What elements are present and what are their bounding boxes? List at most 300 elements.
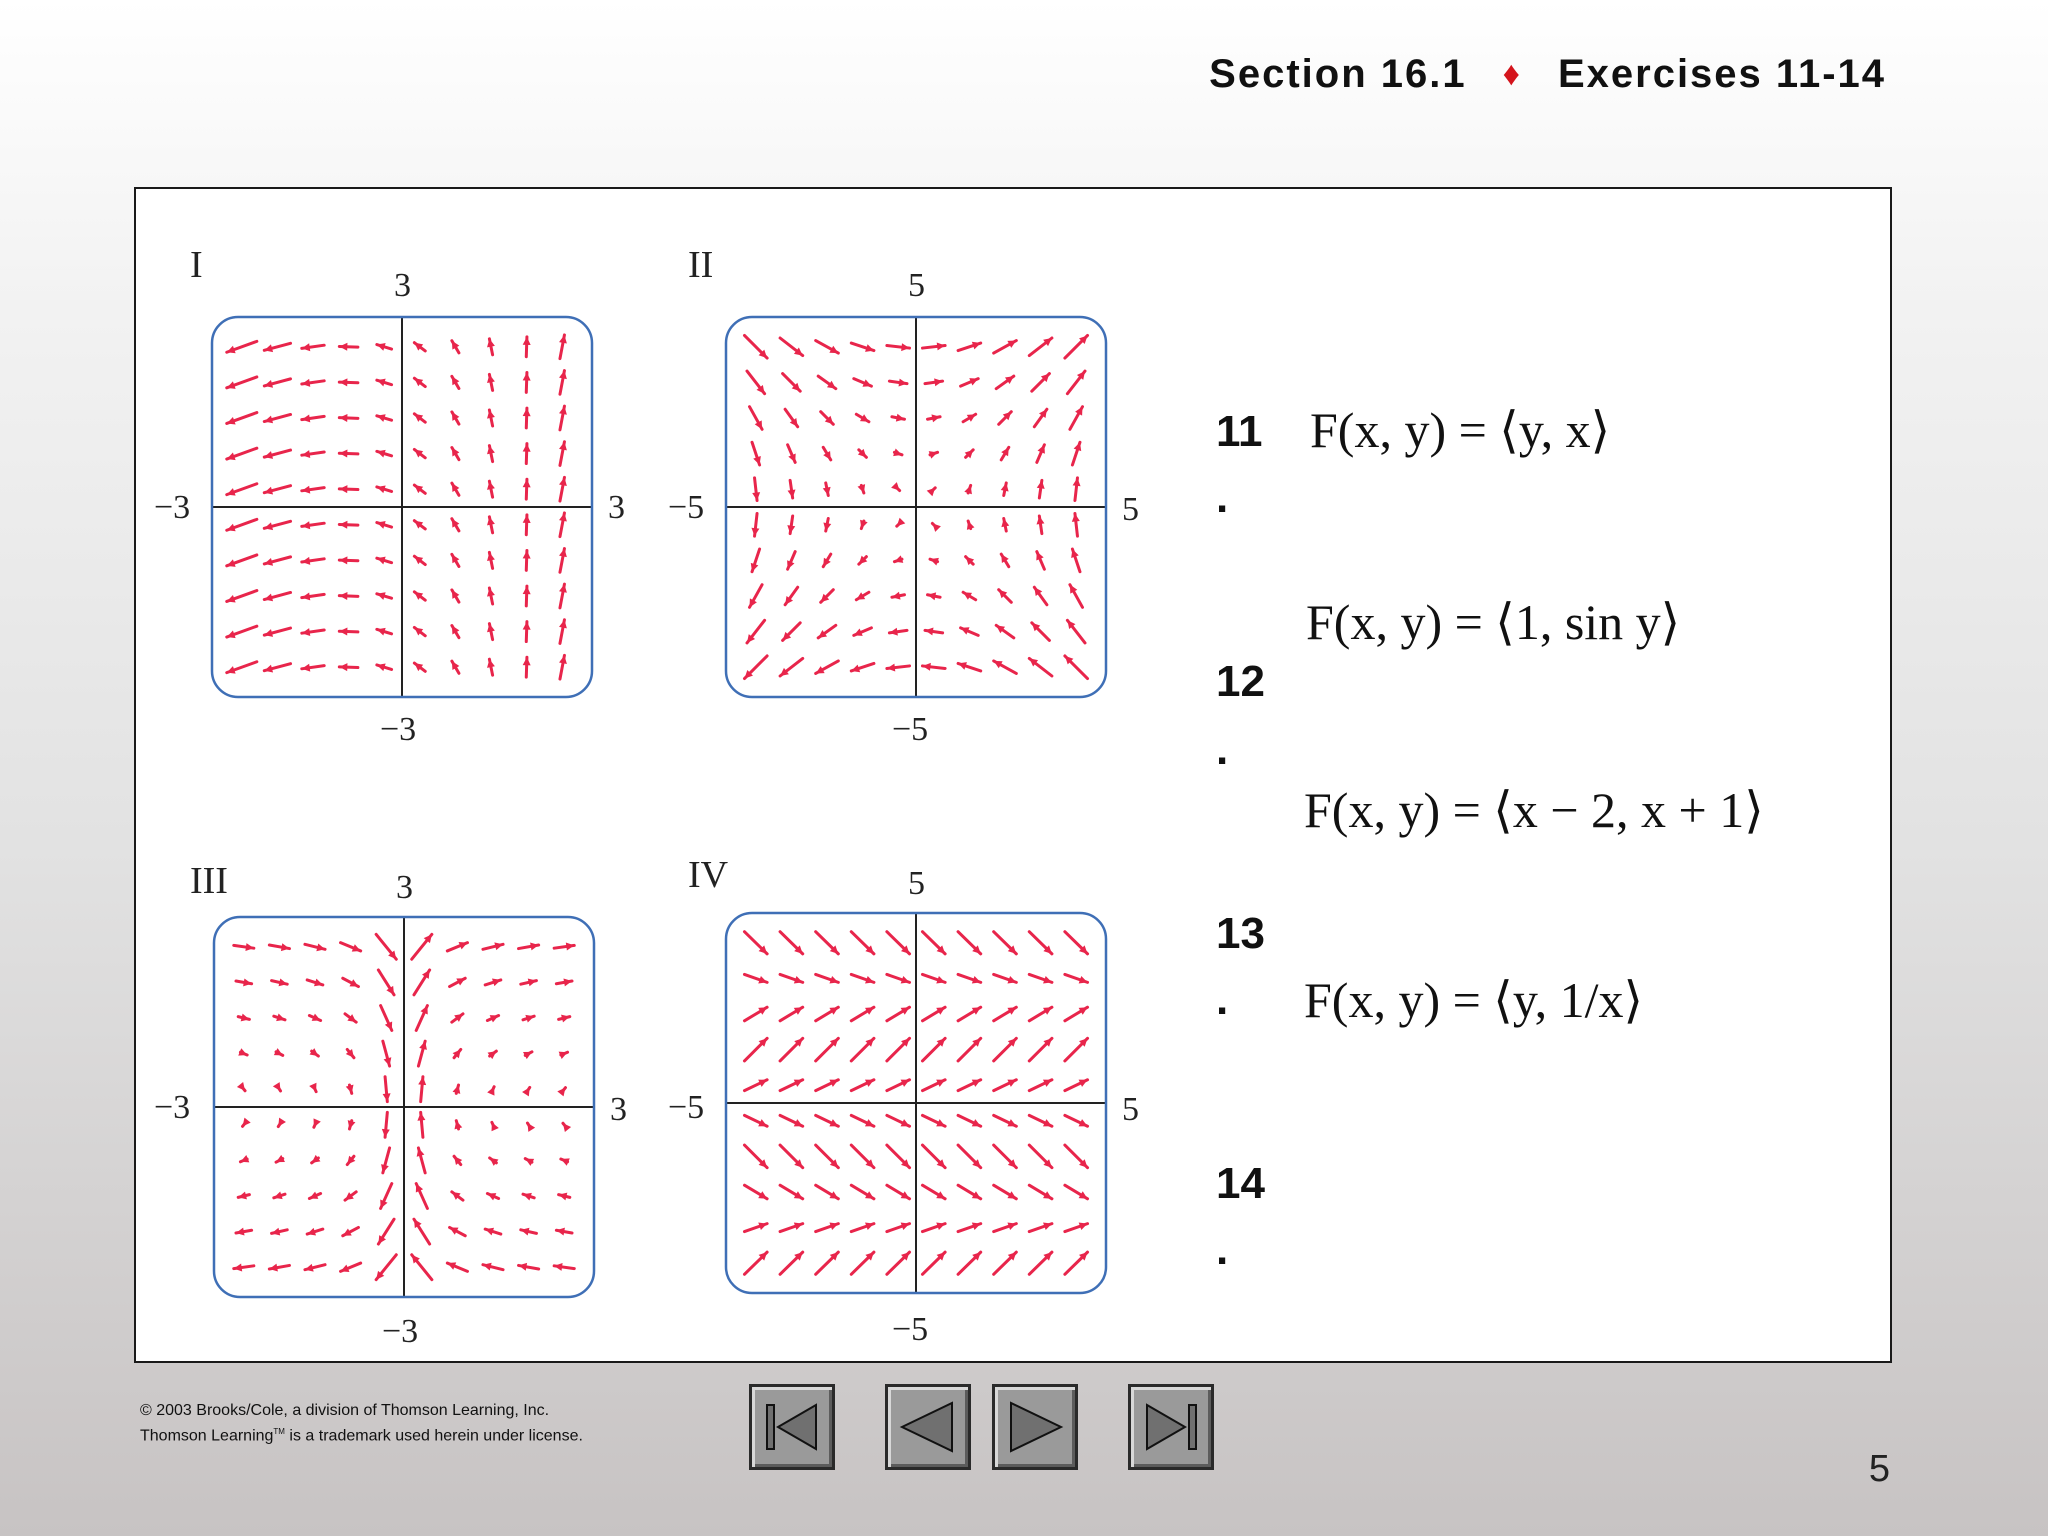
field-arrow (377, 485, 392, 493)
field-arrow (519, 942, 539, 950)
field-arrow (339, 556, 358, 564)
field-arrow (378, 1219, 394, 1244)
field-arrow (994, 341, 1017, 354)
field-arrow (994, 974, 1017, 983)
field-arrow (744, 974, 767, 983)
field-arrow (1001, 447, 1009, 460)
field-arrow (744, 1115, 767, 1126)
field-arrow (958, 1115, 981, 1126)
field-arrow (930, 558, 939, 566)
field-arrow (893, 449, 902, 457)
field-arrow (958, 932, 981, 954)
field-arrow (858, 449, 866, 457)
field-arrow (1065, 974, 1088, 983)
field-arrow (274, 1014, 285, 1022)
skip-to-last-icon (1131, 1387, 1211, 1467)
field-arrow (780, 1185, 803, 1199)
field-arrow (1037, 445, 1045, 463)
field-arrow (264, 414, 290, 423)
vector-field-svg-iv (724, 911, 1108, 1295)
field-arrow (339, 343, 358, 351)
next-slide-button[interactable] (992, 1384, 1078, 1470)
exercise-11-formula: F(x, y) = ⟨y, x⟩ (1310, 402, 1611, 458)
plot-ii-right-tick: 5 (1122, 491, 1139, 528)
field-arrow (487, 552, 495, 568)
vector-field-svg-i (210, 315, 594, 699)
field-arrow (821, 412, 834, 425)
exercise-14-number: 14 (1216, 1159, 1265, 1208)
field-arrow (305, 1264, 325, 1272)
field-arrow (302, 521, 324, 529)
field-arrow (897, 518, 905, 526)
plot-label-iii: III (190, 860, 228, 902)
field-arrow (887, 1007, 910, 1021)
field-arrow (557, 1088, 565, 1097)
field-arrow (928, 414, 941, 422)
field-arrow (889, 628, 907, 636)
field-arrow (785, 409, 798, 427)
field-arrow (887, 343, 910, 351)
field-arrow (816, 1185, 839, 1199)
field-arrow (744, 1145, 767, 1168)
field-arrow (302, 450, 324, 458)
field-arrow (958, 342, 981, 351)
field-arrow (339, 414, 358, 422)
field-arrow (1029, 974, 1052, 983)
field-arrow (523, 337, 531, 357)
copyright-trademark-name: Thomson Learning (140, 1427, 274, 1445)
field-arrow (851, 1252, 874, 1274)
field-arrow (994, 932, 1017, 954)
field-arrow (521, 978, 537, 986)
field-arrow (854, 628, 872, 636)
field-arrow (487, 517, 495, 533)
field-arrow (744, 1007, 767, 1021)
field-arrow (780, 1007, 803, 1021)
field-arrow (750, 407, 763, 430)
field-arrow (418, 1077, 426, 1102)
field-arrow (751, 513, 759, 536)
field-arrow (483, 1263, 503, 1271)
field-arrow (383, 1041, 391, 1066)
plot-label-iv: IV (688, 854, 729, 896)
field-arrow (519, 1263, 539, 1271)
previous-triangle-icon (888, 1387, 968, 1467)
plot-iii-left-tick: −3 (154, 1089, 191, 1126)
field-arrow (559, 406, 567, 430)
copyright-notice (140, 1400, 583, 1446)
field-arrow (780, 1145, 803, 1168)
field-arrow (1032, 623, 1050, 641)
field-arrow (1032, 374, 1050, 392)
vector-field-plot-ii (724, 315, 1108, 699)
field-arrow (816, 661, 839, 674)
field-arrow (380, 1184, 392, 1209)
field-arrow (1029, 1145, 1052, 1168)
field-arrow (559, 584, 567, 608)
field-arrow (994, 1252, 1017, 1274)
plot-iv-bottom-tick: −5 (892, 1311, 929, 1348)
field-arrow (818, 376, 836, 389)
trademark-symbol: TM (273, 1427, 285, 1436)
field-arrow (559, 477, 567, 501)
field-arrow (922, 1252, 945, 1274)
field-arrow (523, 444, 531, 464)
field-arrow (523, 550, 531, 570)
plot-iii-right-tick: 3 (610, 1091, 627, 1128)
field-arrow (414, 449, 425, 457)
field-arrow (238, 1014, 249, 1022)
field-arrow (269, 1264, 289, 1272)
field-arrow (452, 376, 459, 388)
field-arrow (1065, 1252, 1088, 1274)
field-arrow (889, 379, 907, 387)
field-arrow (347, 1156, 355, 1165)
field-arrow (377, 450, 392, 458)
field-arrow (1065, 932, 1088, 954)
field-arrow (452, 1192, 463, 1200)
field-arrow (412, 1255, 432, 1280)
field-arrow (751, 549, 760, 572)
field-arrow (1036, 552, 1044, 570)
field-arrow (922, 1115, 945, 1126)
field-arrow (264, 557, 290, 566)
field-arrow (450, 978, 466, 986)
field-arrow (996, 376, 1014, 389)
field-arrow (453, 1049, 461, 1058)
field-arrow (487, 481, 495, 497)
field-arrow (485, 1228, 501, 1236)
field-arrow (455, 1121, 463, 1130)
plot-ii-top-tick: 5 (908, 267, 925, 304)
field-arrow (240, 1155, 249, 1162)
field-arrow (821, 590, 834, 603)
field-arrow (523, 657, 531, 677)
field-arrow (523, 372, 531, 392)
field-arrow (932, 523, 940, 531)
field-arrow (1065, 335, 1088, 358)
field-arrow (559, 549, 567, 573)
field-arrow (412, 934, 432, 959)
field-arrow (994, 1080, 1017, 1091)
field-arrow (227, 519, 257, 531)
field-arrow (309, 1014, 320, 1021)
field-arrow (958, 662, 981, 671)
field-arrow (382, 1112, 390, 1137)
previous-slide-button[interactable] (885, 1384, 971, 1470)
field-arrow (234, 1264, 254, 1272)
field-arrow (525, 1159, 534, 1166)
field-arrow (1037, 516, 1045, 534)
field-arrow (747, 620, 765, 643)
field-arrow (851, 1007, 874, 1021)
field-arrow (994, 1115, 1017, 1126)
field-arrow (487, 1015, 498, 1022)
field-arrow (227, 377, 257, 389)
field-arrow (851, 663, 874, 672)
field-arrow (452, 412, 459, 424)
field-arrow (783, 374, 801, 392)
field-arrow (559, 1052, 568, 1059)
plot-i-right-tick: 3 (608, 489, 625, 526)
field-arrow (892, 592, 905, 600)
field-arrow (559, 335, 567, 359)
field-arrow (414, 378, 425, 386)
field-arrow (744, 932, 767, 954)
field-arrow (816, 1038, 839, 1061)
field-arrow (744, 656, 767, 679)
field-arrow (783, 623, 801, 641)
field-arrow (860, 520, 868, 529)
field-arrow (339, 450, 358, 458)
field-arrow (487, 624, 495, 640)
field-arrow (341, 1263, 361, 1272)
field-arrow (851, 1080, 874, 1091)
field-arrow (414, 343, 425, 351)
field-arrow (851, 343, 874, 352)
field-arrow (996, 625, 1014, 638)
field-arrow (887, 1038, 910, 1061)
last-slide-button[interactable] (1128, 1384, 1214, 1470)
field-arrow (561, 1158, 570, 1165)
field-arrow (1067, 620, 1085, 643)
field-arrow (264, 521, 290, 530)
field-arrow (958, 1223, 981, 1232)
field-arrow (559, 1015, 570, 1023)
field-arrow (780, 338, 803, 356)
field-arrow (999, 590, 1012, 603)
field-arrow (377, 343, 392, 351)
plot-iv-top-tick: 5 (908, 865, 925, 902)
field-arrow (376, 934, 396, 959)
field-arrow (927, 488, 935, 496)
field-arrow (744, 1038, 767, 1061)
first-slide-button[interactable] (749, 1384, 835, 1470)
field-arrow (447, 1262, 467, 1271)
field-arrow (309, 1083, 316, 1092)
field-arrow (788, 480, 796, 498)
field-arrow (816, 974, 839, 983)
field-arrow (1071, 549, 1080, 572)
field-arrow (887, 1185, 910, 1199)
field-arrow (928, 592, 941, 600)
field-arrow (851, 1038, 874, 1061)
field-arrow (234, 943, 254, 951)
field-arrow (381, 1148, 389, 1173)
field-arrow (343, 1227, 359, 1235)
field-arrow (922, 1038, 945, 1061)
field-arrow (787, 516, 795, 534)
field-arrow (278, 1118, 286, 1127)
field-arrow (823, 483, 831, 496)
exercise-11-dot: . (1216, 473, 1229, 522)
field-arrow (490, 1158, 499, 1166)
field-arrow (999, 412, 1012, 425)
field-arrow (1029, 658, 1052, 676)
field-arrow (523, 515, 531, 535)
field-arrow (554, 943, 574, 951)
field-arrow (925, 628, 943, 636)
field-arrow (816, 1007, 839, 1021)
exercise-14-formula: F(x, y) = ⟨y, 1/x⟩ (1304, 972, 1643, 1028)
field-arrow (1029, 1115, 1052, 1126)
field-arrow (309, 1192, 320, 1199)
vector-field-plot-iv (724, 911, 1108, 1295)
field-arrow (994, 1145, 1017, 1168)
field-arrow (744, 335, 767, 358)
field-arrow (744, 1080, 767, 1091)
field-arrow (264, 592, 290, 601)
field-arrow (339, 485, 358, 493)
field-arrow (348, 1120, 356, 1129)
field-arrow (377, 557, 392, 565)
field-arrow (523, 586, 531, 606)
field-arrow (417, 1112, 425, 1137)
field-arrow (994, 1007, 1017, 1021)
field-arrow (892, 414, 905, 422)
field-arrow (414, 592, 425, 600)
exercise-14-dot: . (1216, 1225, 1229, 1274)
field-arrow (227, 591, 257, 603)
field-arrow (227, 341, 257, 353)
field-arrow (887, 664, 910, 672)
plot-ii-left-tick: −5 (668, 489, 705, 526)
field-arrow (274, 1048, 283, 1055)
field-arrow (264, 379, 290, 388)
field-arrow (227, 413, 257, 425)
field-arrow (563, 1123, 571, 1132)
field-arrow (823, 554, 831, 567)
field-arrow (376, 1255, 396, 1280)
field-arrow (887, 1252, 910, 1274)
field-arrow (894, 555, 903, 563)
field-arrow (887, 1223, 910, 1232)
field-arrow (1065, 1038, 1088, 1061)
field-arrow (417, 1148, 425, 1173)
plot-i-left-tick: −3 (154, 489, 191, 526)
field-arrow (237, 1082, 245, 1091)
field-arrow (556, 1228, 572, 1236)
field-arrow (922, 663, 945, 671)
field-arrow (521, 1228, 537, 1236)
field-arrow (416, 1006, 428, 1031)
field-arrow (377, 414, 392, 422)
field-arrow (312, 1155, 321, 1163)
field-arrow (264, 486, 290, 495)
field-arrow (339, 628, 358, 636)
field-arrow (236, 978, 252, 986)
plot-iv-left-tick: −5 (668, 1089, 705, 1126)
field-arrow (554, 1263, 574, 1271)
field-arrow (816, 1252, 839, 1274)
field-arrow (1001, 554, 1009, 567)
plot-label-ii: II (688, 244, 714, 286)
vector-field-plot-i (210, 315, 594, 699)
field-arrow (487, 1087, 494, 1096)
plot-label-i: I (190, 244, 203, 286)
field-arrow (964, 485, 972, 494)
field-arrow (452, 554, 459, 566)
field-arrow (1029, 1223, 1052, 1232)
field-arrow (227, 484, 257, 496)
field-arrow (346, 1085, 354, 1094)
field-arrow (523, 1015, 534, 1023)
exercise-11-number: 11 (1216, 407, 1263, 456)
field-arrow (1001, 483, 1009, 496)
field-arrow (236, 1228, 252, 1236)
field-arrow (780, 1115, 803, 1126)
field-arrow (272, 979, 288, 987)
field-arrow (1065, 1145, 1088, 1168)
field-arrow (377, 379, 392, 387)
field-arrow (523, 479, 531, 499)
field-arrow (452, 483, 459, 495)
field-arrow (851, 932, 874, 954)
field-arrow (452, 448, 459, 460)
field-arrow (381, 1006, 393, 1031)
field-arrow (744, 1252, 767, 1274)
vector-field-svg-ii (724, 315, 1108, 699)
field-arrow (302, 379, 324, 387)
field-arrow (492, 1122, 499, 1131)
exercise-13-dot: . (1216, 975, 1229, 1024)
field-arrow (447, 942, 467, 951)
plot-iv-right-tick: 5 (1122, 1091, 1139, 1128)
field-arrow (788, 445, 796, 463)
exercises-title: Exercises 11-14 (1557, 51, 1886, 96)
section-title: Section 16.1 (1209, 51, 1467, 96)
field-arrow (856, 592, 869, 600)
field-arrow (887, 1115, 910, 1126)
field-arrow (487, 659, 495, 675)
field-arrow (414, 970, 430, 995)
field-arrow (922, 974, 945, 983)
exercise-12-dot: . (1216, 725, 1229, 774)
field-arrow (922, 932, 945, 954)
copyright-line-1: © 2003 Brooks/Cole, a division of Thomson Learning, Inc. (140, 1402, 550, 1419)
slide-header (1209, 44, 1886, 104)
field-arrow (302, 486, 324, 494)
field-arrow (1065, 1115, 1088, 1126)
field-arrow (1070, 407, 1083, 430)
field-arrow (1065, 1223, 1088, 1232)
field-arrow (559, 1193, 570, 1201)
field-arrow (414, 627, 425, 635)
field-arrow (310, 1048, 319, 1056)
field-arrow (967, 521, 975, 530)
field-arrow (823, 447, 831, 460)
field-arrow (856, 414, 869, 422)
field-arrow (227, 662, 257, 674)
field-arrow (452, 341, 459, 353)
field-arrow (377, 521, 392, 529)
field-arrow (816, 1115, 839, 1126)
field-arrow (922, 1145, 945, 1168)
field-arrow (414, 414, 425, 422)
field-arrow (487, 374, 495, 390)
field-arrow (454, 1156, 462, 1165)
field-arrow (816, 1145, 839, 1168)
field-arrow (851, 1115, 874, 1126)
field-arrow (1029, 338, 1052, 356)
field-arrow (816, 932, 839, 954)
field-arrow (302, 628, 324, 636)
field-arrow (414, 556, 425, 564)
field-arrow (961, 627, 979, 635)
field-arrow (559, 513, 567, 537)
field-arrow (523, 1193, 534, 1201)
field-arrow (1073, 478, 1081, 501)
